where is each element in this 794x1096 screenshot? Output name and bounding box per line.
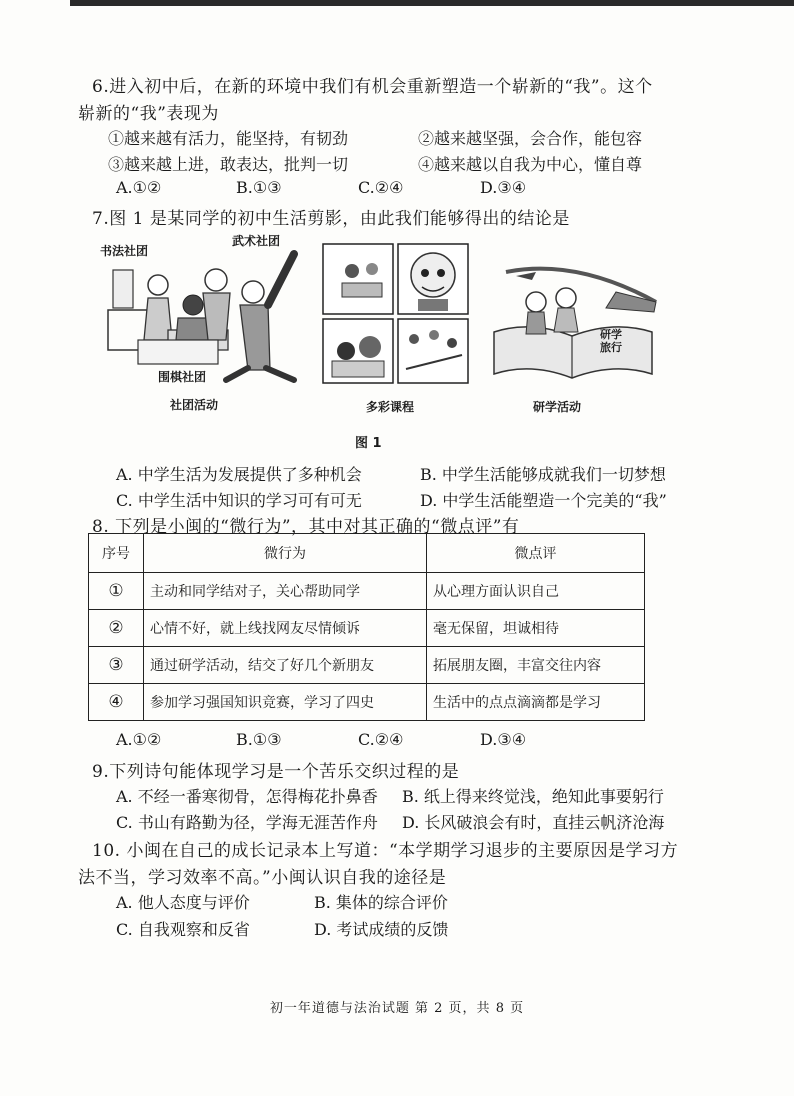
q10-option-d: D. 考试成绩的反馈 bbox=[314, 920, 449, 939]
row-behavior: 参加学习强国知识竞赛，学习了四史 bbox=[144, 684, 427, 721]
row-index: ④ bbox=[89, 684, 144, 721]
q6-option-b: B.①③ bbox=[236, 178, 282, 197]
q6-statement-1: ①越来越有活力，能坚持，有韧劲 bbox=[108, 129, 349, 148]
q8-table bbox=[88, 533, 645, 721]
q6-stem-line1: 6.进入初中后，在新的环境中我们有机会重新塑造一个崭新的“我”。这个 bbox=[92, 77, 653, 97]
q10-option-b: B. 集体的综合评价 bbox=[314, 893, 448, 912]
caption-colorful-courses: 多彩课程 bbox=[366, 400, 415, 414]
header-index: 序号 bbox=[89, 534, 144, 573]
study-trip-illustration bbox=[486, 262, 660, 388]
figure-colorful-courses bbox=[322, 243, 470, 385]
row-index: ① bbox=[89, 573, 144, 610]
table-row bbox=[89, 610, 645, 647]
table-header-row bbox=[89, 534, 645, 573]
q7-option-d: D. 中学生活能塑造一个完美的“我” bbox=[420, 491, 667, 510]
q6-option-c: C.②④ bbox=[358, 178, 404, 197]
row-behavior: 通过研学活动，结交了好几个新朋友 bbox=[144, 647, 427, 684]
label-wushu-club: 武术社团 bbox=[232, 234, 281, 248]
q8-option-a: A.①② bbox=[116, 730, 162, 749]
figure-club-activities bbox=[98, 234, 308, 388]
q7-option-b: B. 中学生活能够成就我们一切梦想 bbox=[420, 465, 666, 484]
q7-option-a: A. 中学生活为发展提供了多种机会 bbox=[116, 465, 362, 484]
row-comment: 毫无保留，坦诚相待 bbox=[427, 610, 645, 647]
q9-option-a: A. 不经一番寒彻骨，怎得梅花扑鼻香 bbox=[116, 787, 378, 806]
q9-option-b: B. 纸上得来终觉浅，绝知此事要躬行 bbox=[402, 787, 664, 806]
label-calligraphy-club: 书法社团 bbox=[100, 244, 149, 258]
q8-option-c: C.②④ bbox=[358, 730, 404, 749]
header-comment: 微点评 bbox=[427, 534, 645, 573]
q10-stem-line1: 10. 小闽在自己的成长记录本上写道：“本学期学习退步的主要原因是学习方 bbox=[92, 841, 679, 861]
page-footer: 初一年道德与法治试题 第 2 页，共 8 页 bbox=[269, 1001, 525, 1016]
colorful-courses-illustration bbox=[322, 243, 470, 385]
scan-top-edge bbox=[0, 0, 794, 6]
caption-club-activities: 社团活动 bbox=[170, 398, 219, 412]
q6-stem-line2: 崭新的“我”表现为 bbox=[78, 104, 219, 124]
row-behavior: 心情不好，就上线找网友尽情倾诉 bbox=[144, 610, 427, 647]
row-comment: 拓展朋友圈，丰富交往内容 bbox=[427, 647, 645, 684]
caption-study-trip: 研学活动 bbox=[533, 400, 582, 414]
q9-option-d: D. 长风破浪会有时，直挂云帆济沧海 bbox=[402, 813, 665, 832]
figure-1-title: 图 1 bbox=[355, 436, 382, 451]
row-index: ② bbox=[89, 610, 144, 647]
q6-statement-3: ③越来越上进，敢表达，批判一切 bbox=[108, 155, 349, 174]
q7-stem: 7.图 1 是某同学的初中生活剪影，由此我们能够得出的结论是 bbox=[92, 209, 570, 229]
q9-option-c: C. 书山有路勤为径，学海无涯苦作舟 bbox=[116, 813, 378, 832]
q6-statement-4: ④越来越以自我为中心，懂自尊 bbox=[418, 155, 643, 174]
q8-stem: 8. 下列是小闽的“微行为”，其中对其正确的“微点评”有 bbox=[92, 517, 520, 537]
table-row bbox=[89, 684, 645, 721]
q10-stem-line2: 法不当，学习效率不高。”小闽认识自我的途径是 bbox=[78, 868, 447, 888]
row-comment: 从心理方面认识自己 bbox=[427, 573, 645, 610]
row-behavior: 主动和同学结对子，关心帮助同学 bbox=[144, 573, 427, 610]
q6-option-a: A.①② bbox=[116, 178, 162, 197]
label-weiqi-club: 围棋社团 bbox=[158, 370, 207, 384]
q9-stem: 9.下列诗句能体现学习是一个苦乐交织过程的是 bbox=[92, 762, 460, 782]
row-comment: 生活中的点点滴滴都是学习 bbox=[427, 684, 645, 721]
scan-top-edge-gap bbox=[0, 0, 70, 6]
table-row bbox=[89, 647, 645, 684]
figure-study-trip bbox=[486, 262, 660, 388]
header-behavior: 微行为 bbox=[144, 534, 427, 573]
q8-option-b: B.①③ bbox=[236, 730, 282, 749]
club-activities-illustration bbox=[98, 240, 308, 388]
q6-statement-2: ②越来越坚强，会合作，能包容 bbox=[418, 129, 643, 148]
q7-option-c: C. 中学生活中知识的学习可有可无 bbox=[116, 491, 362, 510]
q8-option-d: D.③④ bbox=[480, 730, 527, 749]
q6-option-d: D.③④ bbox=[480, 178, 527, 197]
table-row bbox=[89, 573, 645, 610]
label-study-trip-sign: 研学旅行 bbox=[600, 328, 622, 354]
q10-option-c: C. 自我观察和反省 bbox=[116, 920, 250, 939]
row-index: ③ bbox=[89, 647, 144, 684]
q10-option-a: A. 他人态度与评价 bbox=[116, 893, 250, 912]
